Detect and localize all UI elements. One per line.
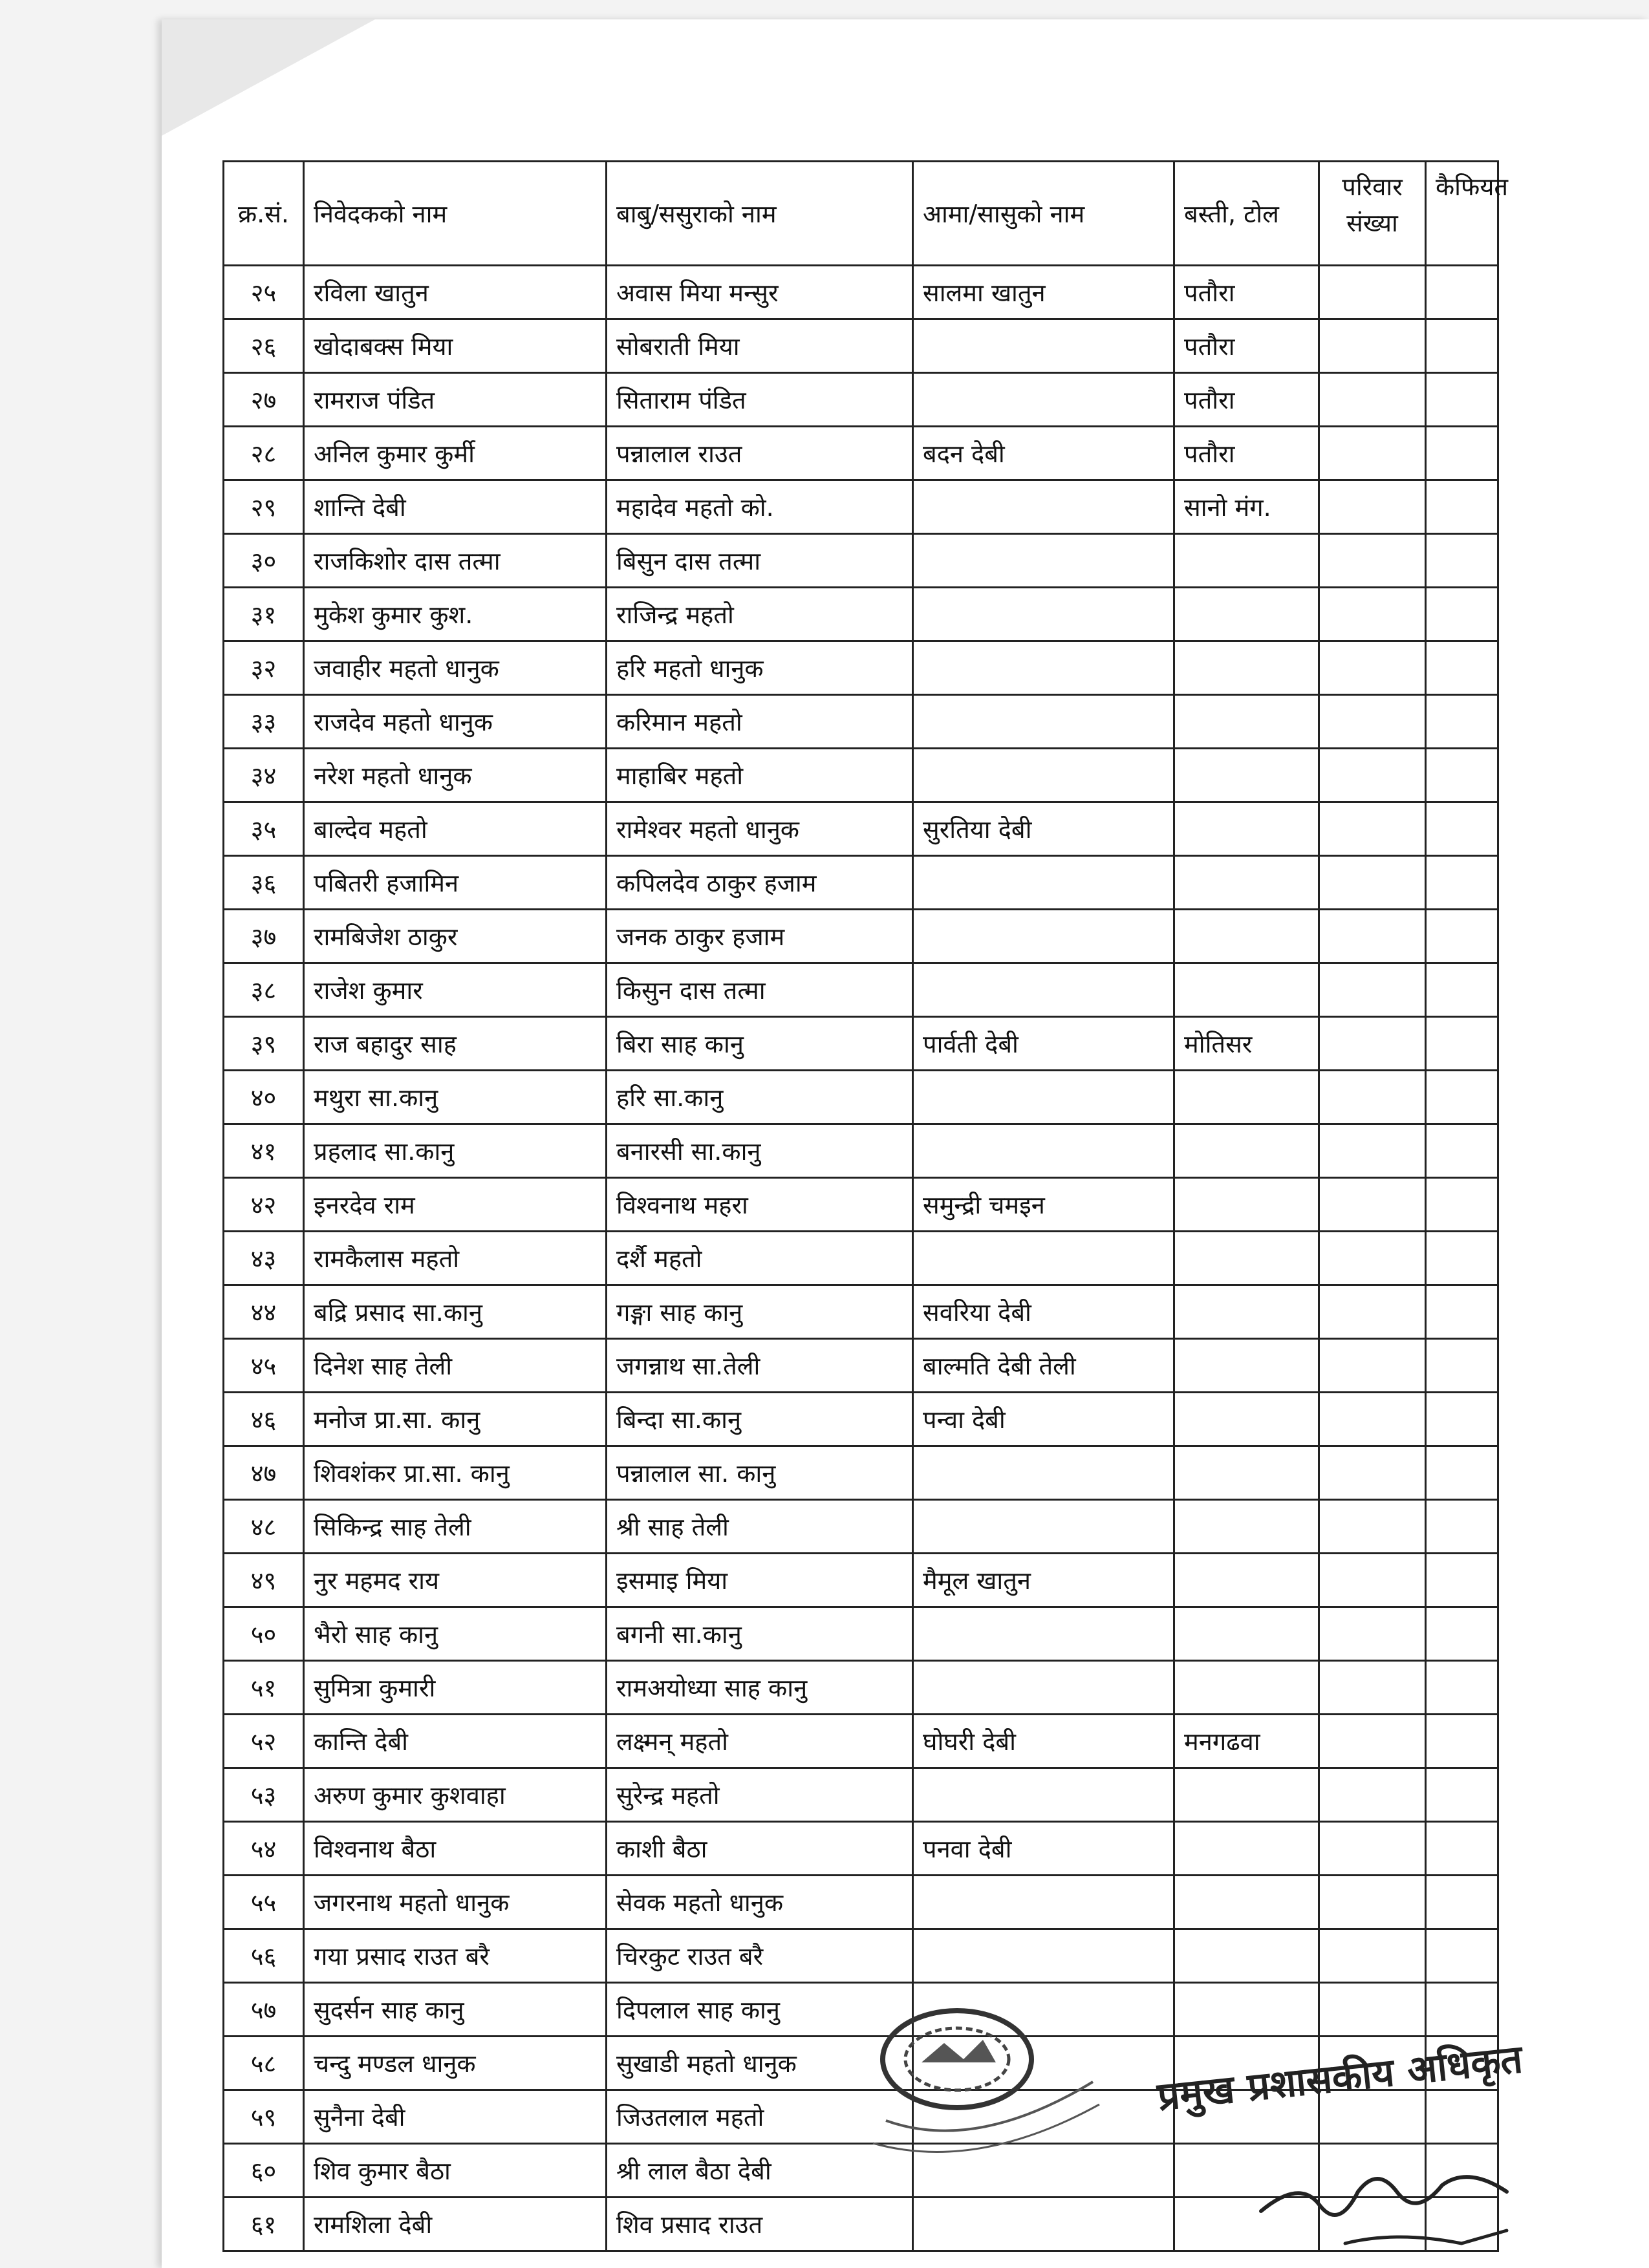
family-count-cell (1319, 1876, 1426, 1929)
header-mother-name: आमा/सासुको नाम (913, 162, 1174, 266)
father-name-cell: रामेश्वर महतो धानुक (607, 802, 913, 856)
applicant-name-cell: राजदेव महतो धानुक (304, 695, 607, 749)
family-count-cell (1319, 1983, 1426, 2037)
family-count-cell (1319, 802, 1426, 856)
settlement-cell (1174, 1822, 1319, 1876)
father-name-cell: हरि महतो धानुक (607, 641, 913, 695)
table-row (224, 1393, 1498, 1446)
mother-name-cell (913, 319, 1174, 373)
mother-name-cell (913, 963, 1174, 1017)
applicant-name-cell: गया प्रसाद राउत बरै (304, 1929, 607, 1983)
remarks-cell (1426, 1554, 1498, 1607)
settlement-cell (1174, 1929, 1319, 1983)
remarks-cell (1426, 1393, 1498, 1446)
settlement-cell (1174, 1500, 1319, 1554)
family-count-cell (1319, 1554, 1426, 1607)
applicant-name-cell: सिकिन्द्र साह तेली (304, 1500, 607, 1554)
serial-number-cell: ४६ (224, 1393, 304, 1446)
father-name-cell: बगनी सा.कानु (607, 1607, 913, 1661)
mother-name-cell (913, 641, 1174, 695)
father-name-cell: विश्वनाथ महरा (607, 1178, 913, 1232)
table-row (224, 1339, 1498, 1393)
header-family-count: परिवार संख्या (1319, 162, 1426, 266)
serial-number-cell: ४२ (224, 1178, 304, 1232)
settlement-cell (1174, 534, 1319, 588)
family-count-cell (1319, 1017, 1426, 1071)
family-count-cell (1319, 1929, 1426, 1983)
mother-name-cell: पार्वती देबी (913, 1017, 1174, 1071)
family-count-cell (1319, 373, 1426, 427)
serial-number-cell: ३९ (224, 1017, 304, 1071)
family-count-cell (1319, 480, 1426, 534)
mother-name-cell (913, 1446, 1174, 1500)
table-row (224, 1661, 1498, 1715)
table-row (224, 695, 1498, 749)
mother-name-cell (913, 910, 1174, 963)
family-count-cell (1319, 1822, 1426, 1876)
family-count-cell (1319, 1071, 1426, 1124)
applicant-name-cell: अनिल कुमार कुर्मी (304, 427, 607, 480)
settlement-cell (1174, 1339, 1319, 1393)
serial-number-cell: ५४ (224, 1822, 304, 1876)
table-row (224, 641, 1498, 695)
applicant-name-cell: पबितरी हजामिन (304, 856, 607, 910)
header-applicant-name: निवेदकको नाम (304, 162, 607, 266)
remarks-cell (1426, 427, 1498, 480)
mother-name-cell: मैमूल खातुन (913, 1554, 1174, 1607)
remarks-cell (1426, 910, 1498, 963)
settlement-cell: मनगढवा (1174, 1715, 1319, 1768)
table-row (224, 534, 1498, 588)
father-name-cell: इसमाइ मिया (607, 1554, 913, 1607)
remarks-cell (1426, 856, 1498, 910)
mother-name-cell: समुन्द्री चमइन (913, 1178, 1174, 1232)
applicant-name-cell: रामशिला देबी (304, 2198, 607, 2251)
table-row (224, 1017, 1498, 1071)
remarks-cell (1426, 1822, 1498, 1876)
remarks-cell (1426, 1929, 1498, 1983)
family-count-cell (1319, 1661, 1426, 1715)
remarks-cell (1426, 534, 1498, 588)
father-name-cell: हरि सा.कानु (607, 1071, 913, 1124)
settlement-cell (1174, 588, 1319, 641)
serial-number-cell: ४४ (224, 1285, 304, 1339)
mother-name-cell (913, 749, 1174, 802)
remarks-cell (1426, 319, 1498, 373)
father-name-cell: काशी बैठा (607, 1822, 913, 1876)
remarks-cell (1426, 1339, 1498, 1393)
table-row (224, 1500, 1498, 1554)
remarks-cell (1426, 1607, 1498, 1661)
family-count-cell (1319, 1339, 1426, 1393)
applicant-name-cell: राजकिशोर दास तत्मा (304, 534, 607, 588)
family-count-cell (1319, 1124, 1426, 1178)
applicant-name-cell: शान्ति देबी (304, 480, 607, 534)
family-count-cell (1319, 319, 1426, 373)
applicant-name-cell: बाल्देव महतो (304, 802, 607, 856)
remarks-cell (1426, 1178, 1498, 1232)
family-count-cell (1319, 1393, 1426, 1446)
header-remarks: कैफियत (1426, 162, 1498, 266)
remarks-cell (1426, 266, 1498, 319)
remarks-cell (1426, 1124, 1498, 1178)
family-count-cell (1319, 641, 1426, 695)
settlement-cell (1174, 910, 1319, 963)
serial-number-cell: ४१ (224, 1124, 304, 1178)
mother-name-cell (913, 1661, 1174, 1715)
family-count-cell (1319, 266, 1426, 319)
serial-number-cell: ५६ (224, 1929, 304, 1983)
settlement-cell: पतौरा (1174, 319, 1319, 373)
settlement-cell (1174, 1232, 1319, 1285)
applicant-name-cell: प्रहलाद सा.कानु (304, 1124, 607, 1178)
father-name-cell: बिसुन दास तत्मा (607, 534, 913, 588)
father-name-cell: कपिलदेव ठाकुर हजाम (607, 856, 913, 910)
father-name-cell: महादेव महतो को. (607, 480, 913, 534)
settlement-cell: पतौरा (1174, 373, 1319, 427)
table-row (224, 1446, 1498, 1500)
applicant-name-cell: रविला खातुन (304, 266, 607, 319)
table-row (224, 373, 1498, 427)
applicant-name-cell: नुर महमद राय (304, 1554, 607, 1607)
table-row (224, 802, 1498, 856)
serial-number-cell: ४० (224, 1071, 304, 1124)
serial-number-cell: ५३ (224, 1768, 304, 1822)
mother-name-cell (913, 1232, 1174, 1285)
applicant-name-cell: कान्ति देबी (304, 1715, 607, 1768)
father-name-cell: जनक ठाकुर हजाम (607, 910, 913, 963)
settlement-cell (1174, 1768, 1319, 1822)
mother-name-cell (913, 695, 1174, 749)
father-name-cell: श्री साह तेली (607, 1500, 913, 1554)
applicant-name-cell: मनोज प्रा.सा. कानु (304, 1393, 607, 1446)
table-row (224, 1124, 1498, 1178)
serial-number-cell: ३१ (224, 588, 304, 641)
serial-number-cell: २९ (224, 480, 304, 534)
father-name-cell: शिव प्रसाद राउत (607, 2198, 913, 2251)
settlement-cell (1174, 749, 1319, 802)
father-name-cell: किसुन दास तत्मा (607, 963, 913, 1017)
mother-name-cell: पन्वा देबी (913, 1393, 1174, 1446)
table-row (224, 319, 1498, 373)
settlement-cell (1174, 1446, 1319, 1500)
serial-number-cell: ४५ (224, 1339, 304, 1393)
father-name-cell: करिमान महतो (607, 695, 913, 749)
mother-name-cell: बदन देबी (913, 427, 1174, 480)
remarks-cell (1426, 1876, 1498, 1929)
table-row (224, 1554, 1498, 1607)
table-row (224, 1232, 1498, 1285)
table-header-row (224, 162, 1498, 266)
serial-number-cell: २५ (224, 266, 304, 319)
mother-name-cell: पनवा देबी (913, 1822, 1174, 1876)
mother-name-cell: सुरतिया देबी (913, 802, 1174, 856)
settlement-cell (1174, 856, 1319, 910)
applicant-name-cell: भैरो साह कानु (304, 1607, 607, 1661)
mother-name-cell (913, 1876, 1174, 1929)
applicant-name-cell: सुदर्सन साह कानु (304, 1983, 607, 2037)
serial-number-cell: ६० (224, 2144, 304, 2198)
remarks-cell (1426, 749, 1498, 802)
remarks-cell (1426, 1232, 1498, 1285)
serial-number-cell: ४७ (224, 1446, 304, 1500)
settlement-cell (1174, 695, 1319, 749)
serial-number-cell: ५२ (224, 1715, 304, 1768)
serial-number-cell: २६ (224, 319, 304, 373)
settlement-cell (1174, 641, 1319, 695)
applicant-name-cell: जगरनाथ महतो धानुक (304, 1876, 607, 1929)
family-count-cell (1319, 588, 1426, 641)
settlement-cell (1174, 1285, 1319, 1339)
header-father-name: बाबु/ससुराको नाम (607, 162, 913, 266)
father-name-cell: गङ्गा साह कानु (607, 1285, 913, 1339)
mother-name-cell (913, 1500, 1174, 1554)
header-sn: क्र.सं. (224, 162, 304, 266)
mother-name-cell (913, 373, 1174, 427)
family-count-cell (1319, 695, 1426, 749)
family-count-cell (1319, 1768, 1426, 1822)
serial-number-cell: ५० (224, 1607, 304, 1661)
mother-name-cell (913, 1071, 1174, 1124)
applicant-name-cell: इनरदेव राम (304, 1178, 607, 1232)
remarks-cell (1426, 373, 1498, 427)
serial-number-cell: ५८ (224, 2037, 304, 2090)
applicant-name-cell: जवाहीर महतो धानुक (304, 641, 607, 695)
table-body (224, 266, 1498, 2251)
mother-name-cell (913, 856, 1174, 910)
serial-number-cell: ३३ (224, 695, 304, 749)
serial-number-cell: ५५ (224, 1876, 304, 1929)
remarks-cell (1426, 480, 1498, 534)
father-name-cell: सुरेन्द्र महतो (607, 1768, 913, 1822)
mother-name-cell (913, 2198, 1174, 2251)
settlement-cell (1174, 1393, 1319, 1446)
settlement-cell: सानो मंग. (1174, 480, 1319, 534)
serial-number-cell: २८ (224, 427, 304, 480)
applicant-name-cell: नरेश महतो धानुक (304, 749, 607, 802)
father-name-cell: अवास मिया मन्सुर (607, 266, 913, 319)
remarks-cell (1426, 802, 1498, 856)
settlement-cell (1174, 1071, 1319, 1124)
father-name-cell: जगन्नाथ सा.तेली (607, 1339, 913, 1393)
mother-name-cell: घोघरी देबी (913, 1715, 1174, 1768)
table-row (224, 1822, 1498, 1876)
mother-name-cell (913, 534, 1174, 588)
remarks-cell (1426, 963, 1498, 1017)
father-name-cell: जिउतलाल महतो (607, 2090, 913, 2144)
remarks-cell (1426, 1983, 1498, 2037)
authority-title: प्रमुख प्रशासकीय अधिकृत (1155, 2036, 1525, 2120)
applicant-name-cell: मुकेश कुमार कुश. (304, 588, 607, 641)
father-name-cell: सेवक महतो धानुक (607, 1876, 913, 1929)
family-count-cell (1319, 1232, 1426, 1285)
table-row (224, 1768, 1498, 1822)
applicant-name-cell: राजेश कुमार (304, 963, 607, 1017)
applicant-register-table (222, 160, 1509, 2252)
table-row (224, 266, 1498, 319)
remarks-cell (1426, 1715, 1498, 1768)
father-name-cell: श्री लाल बैठा देबी (607, 2144, 913, 2198)
serial-number-cell: ६१ (224, 2198, 304, 2251)
serial-number-cell: ५१ (224, 1661, 304, 1715)
mother-name-cell (913, 1768, 1174, 1822)
family-count-cell (1319, 910, 1426, 963)
table-row (224, 1071, 1498, 1124)
father-name-cell: सोबराती मिया (607, 319, 913, 373)
applicant-name-cell: विश्वनाथ बैठा (304, 1822, 607, 1876)
remarks-cell (1426, 1661, 1498, 1715)
settlement-cell: पतौरा (1174, 266, 1319, 319)
serial-number-cell: ३६ (224, 856, 304, 910)
applicant-name-cell: खोदाबक्स मिया (304, 319, 607, 373)
father-name-cell: माहाबिर महतो (607, 749, 913, 802)
serial-number-cell: ४८ (224, 1500, 304, 1554)
family-count-cell (1319, 1500, 1426, 1554)
table-row (224, 1178, 1498, 1232)
mother-name-cell (913, 1124, 1174, 1178)
settlement-cell (1174, 1607, 1319, 1661)
settlement-cell (1174, 1178, 1319, 1232)
father-name-cell: रामअयोध्या साह कानु (607, 1661, 913, 1715)
remarks-cell (1426, 588, 1498, 641)
settlement-cell: पतौरा (1174, 427, 1319, 480)
father-name-cell: बिरा साह कानु (607, 1017, 913, 1071)
office-seal (860, 1998, 1106, 2166)
applicant-name-cell: सुनैना देबी (304, 2090, 607, 2144)
father-name-cell: सुखाडी महतो धानुक (607, 2037, 913, 2090)
family-count-cell (1319, 1446, 1426, 1500)
remarks-cell (1426, 641, 1498, 695)
table-row (224, 749, 1498, 802)
family-count-cell (1319, 856, 1426, 910)
serial-number-cell: ४९ (224, 1554, 304, 1607)
father-name-cell: दर्शै महतो (607, 1232, 913, 1285)
table-row (224, 480, 1498, 534)
applicant-name-cell: मथुरा सा.कानु (304, 1071, 607, 1124)
settlement-cell (1174, 1876, 1319, 1929)
mother-name-cell: सालमा खातुन (913, 266, 1174, 319)
father-name-cell: चिरकुट राउत बरै (607, 1929, 913, 1983)
father-name-cell: दिपलाल साह कानु (607, 1983, 913, 2037)
settlement-cell (1174, 963, 1319, 1017)
serial-number-cell: २७ (224, 373, 304, 427)
father-name-cell: राजिन्द्र महतो (607, 588, 913, 641)
serial-number-cell: ३० (224, 534, 304, 588)
mother-name-cell: बाल्मति देबी तेली (913, 1339, 1174, 1393)
settlement-cell: मोतिसर (1174, 1017, 1319, 1071)
serial-number-cell: ५७ (224, 1983, 304, 2037)
applicant-name-cell: रामबिजेश ठाकुर (304, 910, 607, 963)
signature-image (1248, 2153, 1520, 2263)
applicant-name-cell: शिव कुमार बैठा (304, 2144, 607, 2198)
applicant-name-cell: शिवशंकर प्रा.सा. कानु (304, 1446, 607, 1500)
father-name-cell: पन्नालाल राउत (607, 427, 913, 480)
settlement-cell (1174, 1661, 1319, 1715)
father-name-cell: बनारसी सा.कानु (607, 1124, 913, 1178)
serial-number-cell: ३७ (224, 910, 304, 963)
applicant-name-cell: बद्रि प्रसाद सा.कानु (304, 1285, 607, 1339)
remarks-cell (1426, 1071, 1498, 1124)
family-count-cell (1319, 749, 1426, 802)
remarks-cell (1426, 1446, 1498, 1500)
mother-name-cell (913, 480, 1174, 534)
settlement-cell (1174, 1124, 1319, 1178)
mother-name-cell (913, 588, 1174, 641)
mother-name-cell: सवरिया देबी (913, 1285, 1174, 1339)
serial-number-cell: ३४ (224, 749, 304, 802)
settlement-cell (1174, 802, 1319, 856)
father-name-cell: सिताराम पंडित (607, 373, 913, 427)
father-name-cell: बिन्दा सा.कानु (607, 1393, 913, 1446)
family-count-cell (1319, 1715, 1426, 1768)
applicant-name-cell: रामकैलास महतो (304, 1232, 607, 1285)
family-count-cell (1319, 534, 1426, 588)
applicant-name-cell: अरुण कुमार कुशवाहा (304, 1768, 607, 1822)
family-count-cell (1319, 1178, 1426, 1232)
serial-number-cell: ३८ (224, 963, 304, 1017)
family-count-cell (1319, 1607, 1426, 1661)
settlement-cell (1174, 1554, 1319, 1607)
serial-number-cell: ३२ (224, 641, 304, 695)
father-name-cell: लक्ष्मन् महतो (607, 1715, 913, 1768)
remarks-cell (1426, 695, 1498, 749)
mother-name-cell (913, 1607, 1174, 1661)
applicant-name-cell: रामराज पंडित (304, 373, 607, 427)
serial-number-cell: ३५ (224, 802, 304, 856)
remarks-cell (1426, 1500, 1498, 1554)
mother-name-cell (913, 1929, 1174, 1983)
applicant-name-cell: दिनेश साह तेली (304, 1339, 607, 1393)
family-count-cell (1319, 963, 1426, 1017)
table-row (224, 588, 1498, 641)
father-name-cell: पन्नालाल सा. कानु (607, 1446, 913, 1500)
serial-number-cell: ४३ (224, 1232, 304, 1285)
applicant-name-cell: सुमित्रा कुमारी (304, 1661, 607, 1715)
table-row (224, 1876, 1498, 1929)
table-row (224, 856, 1498, 910)
settlement-cell (1174, 1983, 1319, 2037)
table-row (224, 1607, 1498, 1661)
applicant-name-cell: राज बहादुर साह (304, 1017, 607, 1071)
table-row (224, 1285, 1498, 1339)
table-row (224, 1715, 1498, 1768)
table-row (224, 910, 1498, 963)
remarks-cell (1426, 1285, 1498, 1339)
table-row (224, 427, 1498, 480)
table-row (224, 963, 1498, 1017)
remarks-cell (1426, 1768, 1498, 1822)
remarks-cell (1426, 1017, 1498, 1071)
family-count-cell (1319, 1285, 1426, 1339)
table-row (224, 1929, 1498, 1983)
serial-number-cell: ५९ (224, 2090, 304, 2144)
applicant-name-cell: चन्दु मण्डल धानुक (304, 2037, 607, 2090)
page-fold (162, 19, 375, 136)
remarks-cell (1426, 2090, 1498, 2144)
header-settlement: बस्ती, टोल (1174, 162, 1319, 266)
family-count-cell (1319, 427, 1426, 480)
